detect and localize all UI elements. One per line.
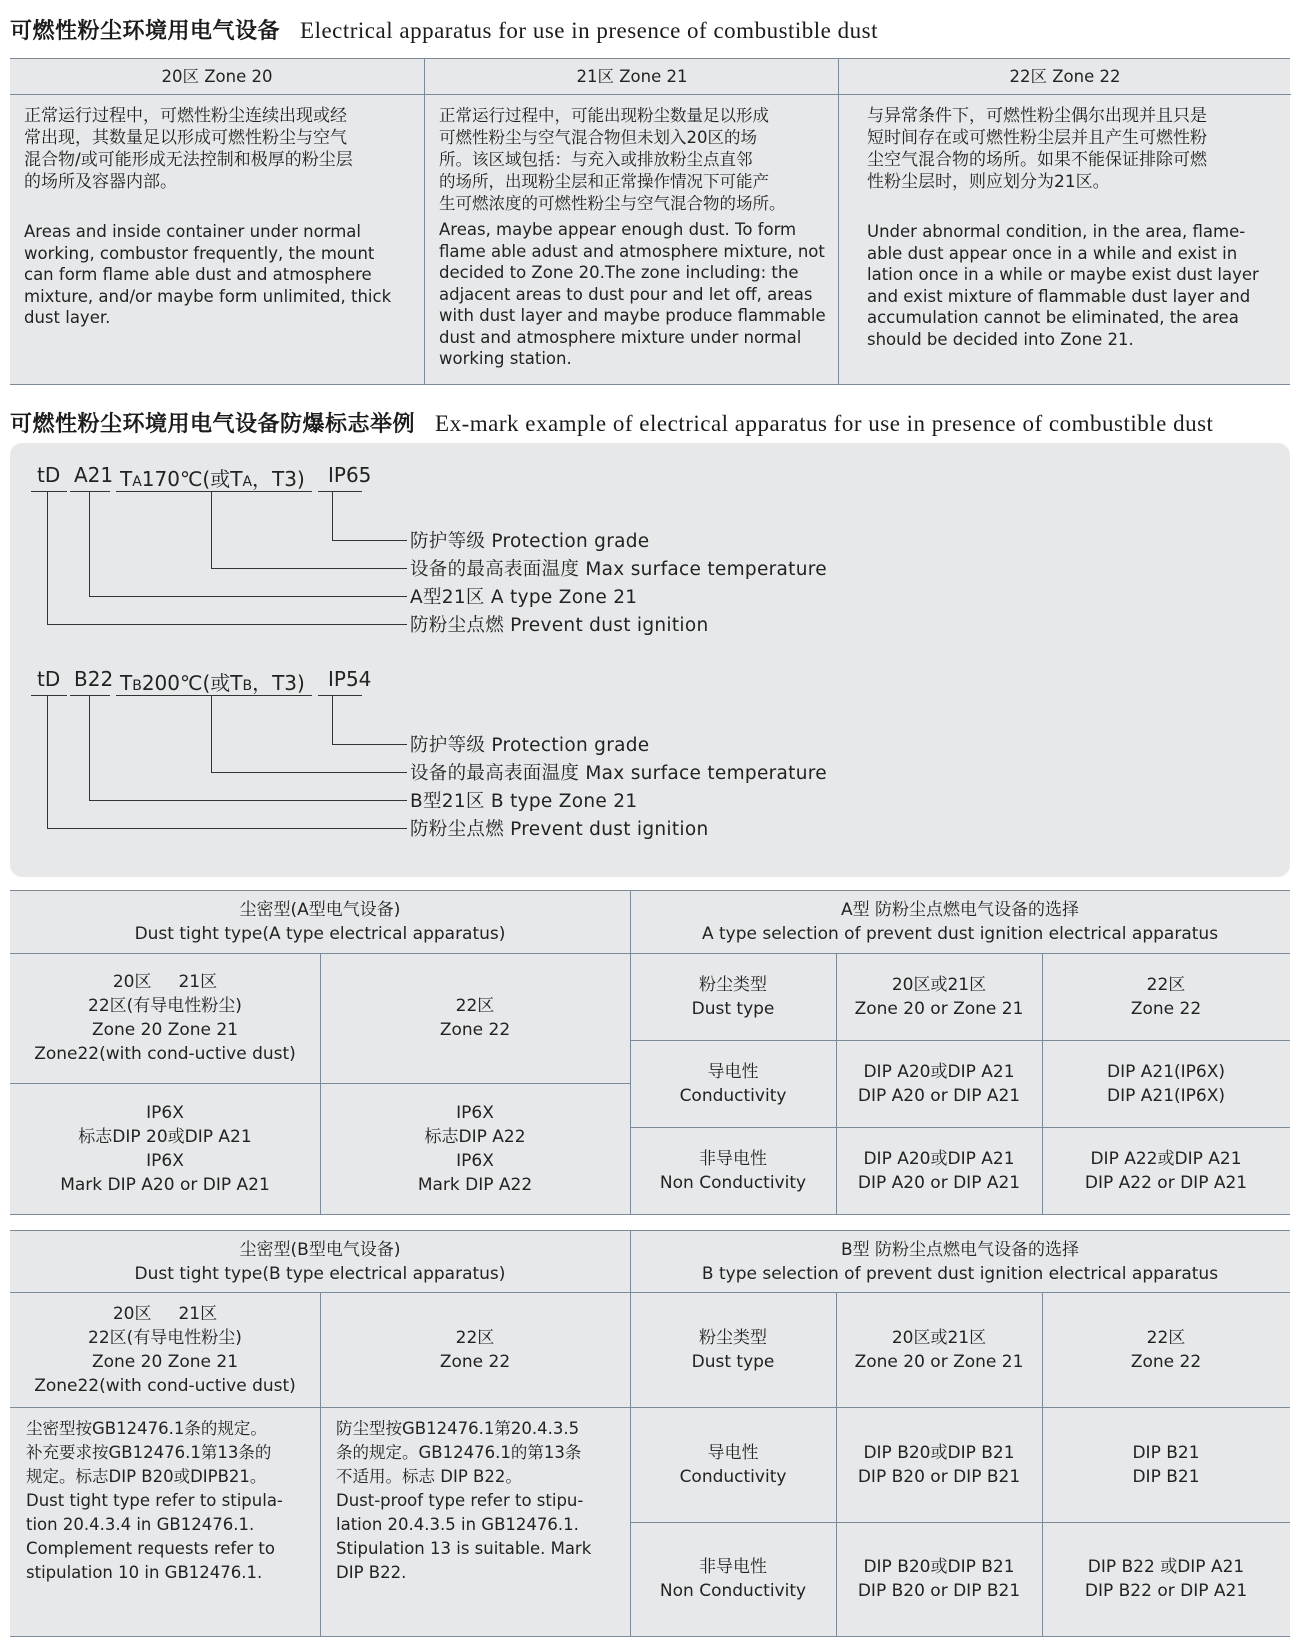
- table-a-dust-type-zone20-21: [836, 953, 1042, 1040]
- leader: [47, 828, 407, 829]
- line: Zone 22: [1130, 1351, 1202, 1372]
- zone-20-desc-en: [24, 221, 414, 329]
- line: Zone 22: [439, 1351, 511, 1372]
- line: dust layer.: [24, 308, 111, 327]
- line: 条的规定。GB12476.1的第13条: [336, 1443, 582, 1462]
- leader: [211, 491, 212, 568]
- t-sub: B: [132, 678, 142, 694]
- leader: [47, 624, 407, 625]
- leader: [89, 491, 90, 596]
- line: Complement requests refer to: [26, 1539, 275, 1558]
- line: Non Conductivity: [659, 1581, 807, 1601]
- exmark-b-td: tD: [37, 667, 61, 691]
- leader: [47, 491, 48, 624]
- table-a-zone-22: [320, 953, 630, 1083]
- line: 标志DIP 20或DIP A21: [78, 1126, 252, 1147]
- line: Dust type: [691, 1351, 775, 1372]
- t: T: [120, 671, 133, 695]
- table-b-zone-20-21: [10, 1292, 320, 1407]
- line: DIP B20 or DIP B21: [857, 1581, 1021, 1601]
- line: stipulation 10 in GB12476.1.: [26, 1563, 263, 1582]
- type-b-selection-table: [10, 1230, 1290, 1637]
- exmark-b-label-temperature: 设备的最高表面温度 Max surface temperature: [410, 763, 827, 784]
- line: DIP B21: [1132, 1466, 1200, 1487]
- line: 防尘型按GB12476.1第20.4.3.5: [336, 1419, 580, 1438]
- line: decided to Zone 20.The zone including: the: [439, 263, 799, 282]
- line: Zone 20 or Zone 21: [854, 998, 1024, 1019]
- underline: [116, 491, 312, 492]
- title-cn: 可燃性粉尘环境用电气设备防爆标志举例: [10, 412, 416, 437]
- leader: [332, 491, 333, 540]
- header-cn: 尘密型(B型电气设备): [239, 1239, 401, 1260]
- header-en: B type selection of prevent dust ignition electrical apparatus: [701, 1263, 1219, 1284]
- leader: [211, 695, 212, 772]
- t-post: ，T3): [252, 671, 305, 695]
- line: DIP A22或DIP A21: [1090, 1148, 1242, 1169]
- zone-21-desc-cn: [439, 105, 825, 215]
- table-a-nonconductive-key: [630, 1127, 836, 1214]
- line: DIP B20 or DIP B21: [857, 1466, 1021, 1487]
- line: Zone 20 Zone 21: [91, 1020, 239, 1040]
- line: lation once in a while or maybe exist dust layer: [867, 265, 1259, 284]
- table-b-dust-type-zone20-21: [836, 1292, 1042, 1407]
- line: DIP B22 or DIP A21: [1084, 1581, 1248, 1601]
- exmark-a-ip: IP65: [328, 463, 372, 487]
- line: working, combustor frequently, the mount: [24, 243, 375, 263]
- line: 常出现，其数量足以形成可燃性粉尘与空气: [24, 128, 347, 148]
- line: lation 20.4.3.5 in GB12476.1.: [336, 1515, 579, 1534]
- header-cn: B型 防粉尘点燃电气设备的选择: [840, 1239, 1080, 1260]
- line: 22区(有导电性粉尘): [88, 1327, 242, 1348]
- line: Dust type: [691, 998, 775, 1019]
- zone-21-column: [424, 59, 839, 384]
- leader: [332, 540, 407, 541]
- zone-20-header: 20区 Zone 20: [10, 59, 424, 95]
- table-a-conductive-zone20-21: [836, 1040, 1042, 1127]
- leader: [332, 695, 333, 744]
- line: IP6X: [146, 1150, 184, 1171]
- line: 20区或21区: [891, 974, 987, 995]
- line: 不适用。标志 DIP B22。: [336, 1467, 522, 1486]
- line: 补充要求按GB12476.1第13条的: [26, 1443, 272, 1462]
- line: DIP B22 或DIP A21: [1087, 1557, 1245, 1577]
- title-en: Ex-mark example of electrical apparatus for use in presence of combustible dust: [435, 411, 1214, 436]
- line: DIP B21: [1132, 1442, 1200, 1463]
- exmark-b-temp: [120, 667, 305, 696]
- line: 规定。标志DIP B20或DIPB21。: [26, 1467, 267, 1486]
- header-en: Dust tight type(B type electrical apparatus): [134, 1263, 506, 1284]
- line: Zone22(with cond-uctive dust): [34, 1375, 296, 1396]
- line: 粉尘类型: [699, 974, 767, 995]
- table-b-dust-type-zone22: [1042, 1292, 1290, 1407]
- exmark-a-type: A21: [74, 463, 114, 487]
- line: with dust layer and maybe produce flammable: [439, 306, 826, 325]
- exmark-a-td: tD: [37, 463, 61, 487]
- line: 性粉尘层时，则应划分为21区。: [867, 172, 1110, 192]
- line: dust and atmosphere mixture under normal: [439, 327, 802, 347]
- line: Stipulation 13 is suitable. Mark: [336, 1539, 592, 1558]
- table-a-zone-20-21: [10, 953, 320, 1083]
- line: DIP A20 or DIP A21: [857, 1085, 1021, 1106]
- line: Zone 22: [1130, 998, 1202, 1019]
- line: can form flame able dust and atmosphere: [24, 265, 372, 284]
- exmark-b-label-type: B型21区 B type Zone 21: [410, 791, 638, 812]
- line: 混合物/或可能形成无法控制和极厚的粉尘层: [24, 150, 353, 170]
- leader: [89, 695, 90, 800]
- t-sub2: B: [242, 678, 253, 694]
- zone-20-column: [10, 59, 424, 384]
- table-b-nonconductive-zone22: [1042, 1522, 1290, 1636]
- line: 22区: [455, 1327, 495, 1348]
- t-sub: A: [132, 474, 142, 490]
- line: Zone 20 or Zone 21: [854, 1351, 1024, 1372]
- table-b-nonconductive-zone20-21: [836, 1522, 1042, 1636]
- line: Mark DIP A20 or DIP A21: [60, 1174, 270, 1195]
- header-cn: 尘密型(A型电气设备): [239, 900, 401, 920]
- table-b-dust-tight-note: [10, 1407, 320, 1636]
- header-cn: A型 防粉尘点燃电气设备的选择: [840, 900, 1080, 920]
- table-b-conductive-key: [630, 1407, 836, 1522]
- table-a-dust-type-key: [630, 953, 836, 1040]
- line: Conductivity: [679, 1085, 787, 1106]
- line: Zone22(with cond-uctive dust): [34, 1044, 296, 1064]
- exmark-a-label-ignition: 防粉尘点燃 Prevent dust ignition: [410, 615, 709, 636]
- line: 的场所，出现粉尘层和正常操作情况下可能产: [439, 172, 769, 191]
- title-cn: 可燃性粉尘环境用电气设备: [10, 19, 281, 44]
- section-title-dust-apparatus: [10, 14, 878, 45]
- line: 尘空气混合物的场所。如果不能保证排除可燃: [867, 150, 1207, 170]
- line: 22区: [1146, 1327, 1186, 1348]
- underline: [31, 491, 67, 492]
- line: 正常运行过程中，可能出现粉尘数量足以形成: [439, 106, 769, 125]
- t-post: ，T3): [252, 467, 305, 491]
- table-a-right-header: [630, 891, 1290, 953]
- line: 导电性: [707, 1061, 759, 1082]
- line: 标志DIP A22: [424, 1126, 526, 1147]
- section-title-exmark: [10, 407, 1213, 438]
- table-b-right-header: [630, 1231, 1290, 1292]
- table-a-mark-22: [320, 1083, 630, 1214]
- line: 生可燃浓度的可燃性粉尘与空气混合物的场所。: [439, 194, 786, 213]
- line: should be decided into Zone 21.: [867, 329, 1134, 349]
- header-en: Dust tight type(A type electrical apparatus): [134, 924, 506, 944]
- line: 可燃性粉尘与空气混合物但未划入20区的场: [439, 128, 757, 147]
- table-b-conductive-zone20-21: [836, 1407, 1042, 1522]
- leader: [211, 772, 407, 773]
- exmark-a-label-type: A型21区 A type Zone 21: [410, 587, 638, 608]
- table-a-left-header: [10, 891, 630, 953]
- zone-22-desc-en: [867, 221, 1281, 350]
- line: 的场所及容器内部。: [24, 172, 177, 192]
- line: IP6X: [146, 1102, 184, 1123]
- line: Conductivity: [679, 1466, 787, 1487]
- line: able dust appear once in a while and exist in: [867, 243, 1238, 263]
- line: 所。该区域包括：与充入或排放粉尘点直邻: [439, 150, 753, 169]
- line: Dust-proof type refer to stipu-: [336, 1491, 584, 1510]
- line: Dust tight type refer to stipula-: [26, 1491, 283, 1510]
- line: Zone 20 Zone 21: [91, 1351, 239, 1372]
- zone-21-header: 21区 Zone 21: [425, 59, 839, 95]
- table-b-dust-type-key: [630, 1292, 836, 1407]
- underline: [318, 491, 362, 492]
- line: 导电性: [707, 1442, 759, 1463]
- zone-21-desc-en: [439, 219, 829, 370]
- exmark-b-type: B22: [74, 667, 114, 691]
- type-a-selection-table: [10, 890, 1290, 1215]
- leader: [47, 695, 48, 828]
- underline: [70, 695, 110, 696]
- line: 正常运行过程中，可燃性粉尘连续出现或经: [24, 106, 347, 126]
- line: 20区或21区: [891, 1327, 987, 1348]
- zone-22-header: 22区 Zone 22: [839, 59, 1291, 95]
- exmark-a-label-protection: 防护等级 Protection grade: [410, 531, 650, 552]
- line: flame able adust and atmosphere mixture, not: [439, 241, 825, 261]
- line: DIP A21(IP6X): [1106, 1061, 1225, 1082]
- underline: [318, 695, 362, 696]
- line: DIP B20或DIP B21: [863, 1557, 1015, 1577]
- line: Non Conductivity: [659, 1172, 807, 1193]
- leader: [211, 568, 407, 569]
- line: DIP B22.: [336, 1563, 407, 1582]
- line: Zone 22: [439, 1020, 511, 1040]
- exmark-b-ip: IP54: [328, 667, 372, 691]
- line: Under abnormal condition, in the area, flame-: [867, 222, 1246, 241]
- line: 22区: [1146, 974, 1186, 995]
- table-a-nonconductive-zone22: [1042, 1127, 1290, 1214]
- table-a-mark-20-21: [10, 1083, 320, 1214]
- line: 非导电性: [699, 1148, 767, 1169]
- zone-20-desc-cn: [24, 105, 410, 193]
- line: 22区(有导电性粉尘): [88, 996, 242, 1016]
- line: 与异常条件下，可燃性粉尘偶尔出现并且只是: [867, 106, 1207, 126]
- table-b-nonconductive-key: [630, 1522, 836, 1636]
- line: DIP A22 or DIP A21: [1084, 1172, 1248, 1193]
- line: Areas and inside container under normal: [24, 222, 362, 241]
- exmark-a-label-temperature: 设备的最高表面温度 Max surface temperature: [410, 559, 827, 580]
- line: 粉尘类型: [699, 1327, 767, 1348]
- line: 20区 21区: [112, 972, 218, 992]
- line: adjacent areas to dust pour and let off, areas: [439, 284, 813, 304]
- t-mid: 170℃(或T: [141, 467, 243, 491]
- underline: [116, 695, 312, 696]
- leader: [89, 596, 407, 597]
- zone-22-column: [838, 59, 1291, 384]
- table-a-dust-type-zone22: [1042, 953, 1290, 1040]
- line: and exist mixture of flammable dust layer and: [867, 286, 1251, 306]
- exmark-b-label-protection: 防护等级 Protection grade: [410, 735, 650, 756]
- line: mixture, and/or maybe form unlimited, thick: [24, 286, 392, 306]
- table-a-conductive-zone22: [1042, 1040, 1290, 1127]
- line: 短时间存在或可燃性粉尘层并且产生可燃性粉: [867, 128, 1207, 148]
- line: tion 20.4.3.4 in GB12476.1.: [26, 1515, 255, 1534]
- line: IP6X: [456, 1150, 494, 1171]
- exmark-b-label-ignition: 防粉尘点燃 Prevent dust ignition: [410, 819, 709, 840]
- line: 非导电性: [699, 1557, 767, 1577]
- zone-definitions-table: [10, 58, 1290, 385]
- table-b-dust-proof-note: [320, 1407, 630, 1636]
- line: DIP A21(IP6X): [1106, 1085, 1225, 1106]
- exmark-examples-panel: [10, 443, 1290, 877]
- exmark-a-temp: [120, 463, 305, 492]
- table-b-zone-22: [320, 1292, 630, 1407]
- table-a-nonconductive-zone20-21: [836, 1127, 1042, 1214]
- line: working station.: [439, 349, 572, 368]
- t: T: [120, 467, 133, 491]
- header-en: A type selection of prevent dust ignition electrical apparatus: [701, 924, 1219, 944]
- title-en: Electrical apparatus for use in presence of combustible dust: [300, 18, 878, 43]
- underline: [70, 491, 110, 492]
- line: IP6X: [456, 1102, 494, 1123]
- line: 20区 21区: [112, 1303, 218, 1324]
- table-a-conductive-key: [630, 1040, 836, 1127]
- line: DIP A20 or DIP A21: [857, 1172, 1021, 1193]
- line: DIP A20或DIP A21: [863, 1061, 1015, 1082]
- underline: [31, 695, 67, 696]
- leader: [89, 800, 407, 801]
- line: Areas, maybe appear enough dust. To form: [439, 220, 797, 239]
- leader: [332, 744, 407, 745]
- line: DIP A20或DIP A21: [863, 1148, 1015, 1169]
- t-sub2: A: [242, 474, 253, 490]
- line: 尘密型按GB12476.1条的规定。: [26, 1419, 267, 1438]
- table-b-conductive-zone22: [1042, 1407, 1290, 1522]
- t-mid: 200℃(或T: [141, 671, 243, 695]
- line: accumulation cannot be eliminated, the area: [867, 308, 1239, 327]
- table-b-left-header: [10, 1231, 630, 1292]
- line: Mark DIP A22: [417, 1174, 533, 1195]
- zone-22-desc-cn: [867, 105, 1277, 193]
- line: 22区: [455, 996, 495, 1016]
- line: DIP B20或DIP B21: [863, 1442, 1015, 1463]
